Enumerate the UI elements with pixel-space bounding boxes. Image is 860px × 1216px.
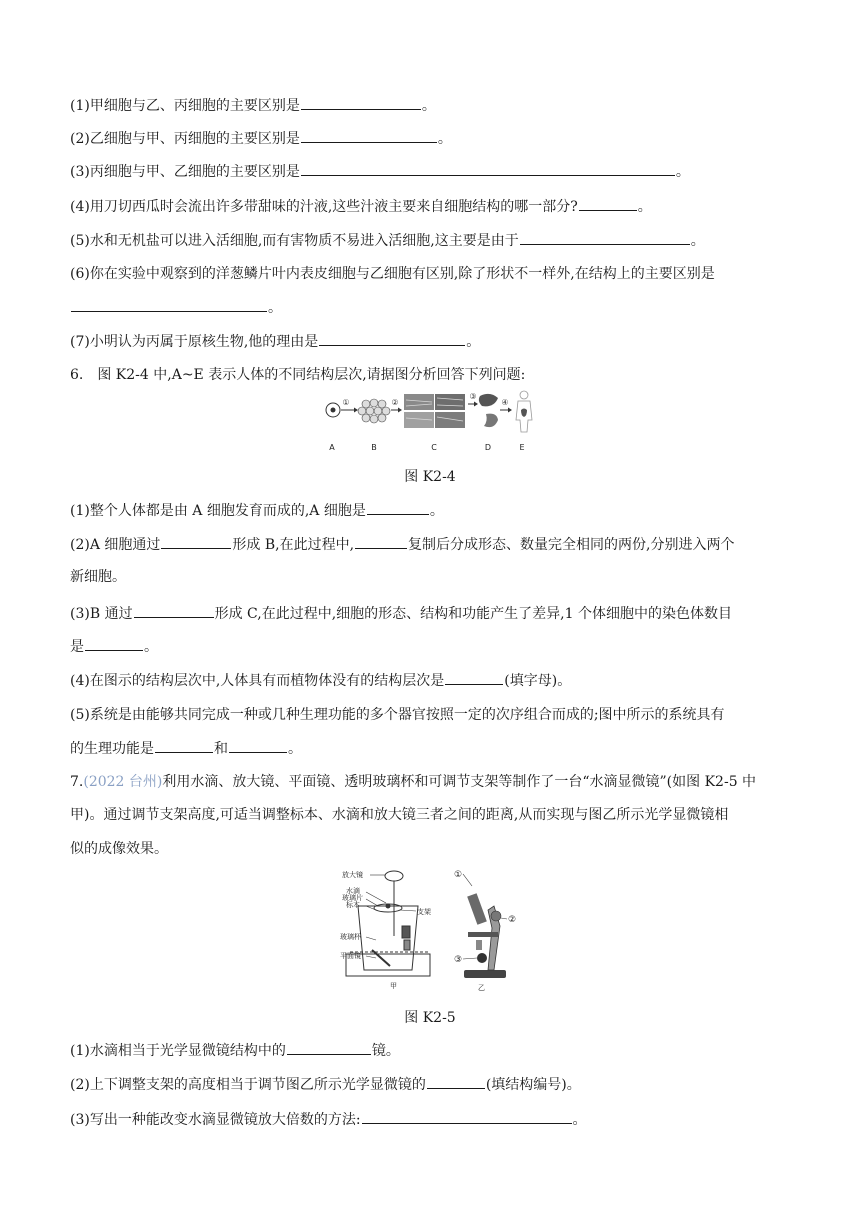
q5-part6: (6)你在实验中观察到的洋葱鳞片叶内表皮细胞与乙细胞有区别,除了形状不一样外,在结构上的主要区别是 bbox=[70, 266, 715, 282]
q5-part3: (3)丙细胞与甲、乙细胞的主要区别是 。 bbox=[70, 161, 790, 182]
answer-blank[interactable] bbox=[319, 331, 465, 346]
q6-part5-cont: 的生理功能是 和 。 bbox=[70, 738, 790, 759]
svg-text:②: ② bbox=[391, 398, 399, 407]
answer-blank[interactable] bbox=[229, 738, 287, 753]
q6-part4: (4)在图示的结构层次中,人体具有而植物体没有的结构层次是 (填字母)。 bbox=[70, 670, 790, 691]
q6-part2-cont: 新细胞。 bbox=[70, 569, 126, 585]
tissue-c-images bbox=[404, 394, 465, 428]
svg-text:①: ① bbox=[342, 398, 350, 407]
q6-part5: (5)系统是由能够共同完成一种或几种生理功能的多个器官按照一定的次序组合而成的;图中所示的系统具有 bbox=[70, 707, 725, 723]
label-e: E bbox=[519, 443, 525, 452]
q5-part5: (5)水和无机盐可以进入活细胞,而有害物质不易进入活细胞,这主要是由于 。 bbox=[70, 230, 790, 251]
label-structure-1: ① bbox=[454, 870, 463, 880]
question-source: (2022 台州) bbox=[83, 774, 163, 790]
cell-cluster-b-image bbox=[358, 399, 390, 423]
q7-part3: (3)写出一种能改变水滴显微镜放大倍数的方法: 。 bbox=[70, 1109, 790, 1130]
svg-text:④: ④ bbox=[501, 398, 509, 407]
answer-blank[interactable] bbox=[427, 1074, 485, 1089]
label-c: C bbox=[431, 443, 437, 452]
q5-part6-cont: 。 bbox=[70, 297, 790, 318]
answer-blank[interactable] bbox=[355, 534, 407, 549]
q7-stem-line2: 甲)。通过调节支架高度,可适当调整标本、水滴和放大镜三者之间的距离,从而实现与图乙所示光学显微镜相 bbox=[70, 807, 729, 823]
q7-stem-line1: 7.(2022 台州)利用水滴、放大镜、平面镜、透明玻璃杯和可调节支架等制作了一台“水滴显微镜”(如图 K2-5 中 bbox=[70, 774, 757, 790]
answer-blank[interactable] bbox=[287, 1040, 371, 1055]
step-1-arrow bbox=[341, 398, 358, 413]
label-water-drop: 水滴 bbox=[346, 887, 360, 895]
q7-part1: (1)水滴相当于光学显微镜结构中的 镜。 bbox=[70, 1040, 790, 1061]
label-structure-3: ③ bbox=[454, 955, 463, 965]
label-jia: 甲 bbox=[390, 982, 397, 990]
svg-text:③: ③ bbox=[469, 392, 477, 401]
q6-part1: (1)整个人体都是由 A 细胞发育而成的,A 细胞是 。 bbox=[70, 500, 790, 521]
q6-part3-cont: 是 。 bbox=[70, 636, 790, 657]
q7-part2: (2)上下调整支架的高度相当于调节图乙所示光学显微镜的 (填结构编号)。 bbox=[70, 1074, 790, 1095]
answer-blank[interactable] bbox=[301, 161, 675, 176]
figure-k2-5 bbox=[336, 866, 526, 996]
answer-blank[interactable] bbox=[161, 534, 231, 549]
q6-stem: 6. 图 K2-4 中,A~E 表示人体的不同结构层次,请据图分析回答下列问题: bbox=[70, 367, 526, 383]
answer-blank[interactable] bbox=[155, 738, 213, 753]
label-magnifier: 放大镜 bbox=[342, 871, 363, 879]
answer-blank[interactable] bbox=[134, 603, 214, 618]
step-2-arrow bbox=[391, 398, 402, 413]
optical-microscope-diagram bbox=[464, 893, 506, 978]
organ-d-images bbox=[479, 394, 498, 427]
answer-blank[interactable] bbox=[301, 128, 437, 143]
q5-part4: (4)用刀切西瓜时会流出许多带甜味的汁液,这些汁液主要来自细胞结构的哪一部分? 。 bbox=[70, 196, 790, 217]
figure-k2-4 bbox=[322, 388, 538, 460]
label-glass-slide: 玻璃片 bbox=[342, 894, 363, 902]
q6-part3: (3)B 通过 形成 C,在此过程中,细胞的形态、结构和功能产生了差异,1 个体细胞中的染色体数目 bbox=[70, 603, 790, 624]
answer-blank[interactable] bbox=[362, 1109, 572, 1124]
step-3-arrow bbox=[468, 392, 478, 407]
q7-stem-line3: 似的成像效果。 bbox=[70, 841, 168, 857]
label-glass-cup: 玻璃杯 bbox=[340, 933, 361, 941]
label-structure-2: ② bbox=[508, 915, 517, 925]
label-yi: 乙 bbox=[478, 984, 485, 992]
label-b: B bbox=[371, 443, 377, 452]
q5-part2: (2)乙细胞与甲、丙细胞的主要区别是 。 bbox=[70, 128, 790, 149]
label-d: D bbox=[484, 443, 492, 452]
label-specimen: 标本 bbox=[346, 901, 360, 909]
answer-blank[interactable] bbox=[445, 670, 503, 685]
step-4-arrow bbox=[500, 398, 512, 413]
q5-part1: (1)甲细胞与乙、丙细胞的主要区别是 。 bbox=[70, 95, 790, 116]
answer-blank[interactable] bbox=[71, 297, 267, 312]
label-stand: 支架 bbox=[417, 908, 431, 916]
label-a: A bbox=[329, 443, 335, 452]
label-mirror: 平面镜 bbox=[340, 952, 361, 960]
answer-blank[interactable] bbox=[520, 230, 690, 245]
answer-blank[interactable] bbox=[367, 500, 429, 515]
figure-k2-5-caption: 图 K2-5 bbox=[404, 1010, 456, 1026]
answer-blank[interactable] bbox=[85, 636, 143, 651]
q5-part7: (7)小明认为丙属于原核生物,他的理由是 。 bbox=[70, 331, 790, 352]
cell-a-image bbox=[326, 403, 340, 417]
answer-blank[interactable] bbox=[579, 196, 637, 211]
q6-part2: (2)A 细胞通过 形成 B,在此过程中, 复制后分成形态、数量完全相同的两份,分别进入两个 bbox=[70, 534, 790, 555]
human-body-e-image bbox=[516, 391, 532, 432]
answer-blank[interactable] bbox=[301, 95, 421, 110]
figure-k2-4-caption: 图 K2-4 bbox=[404, 469, 456, 485]
